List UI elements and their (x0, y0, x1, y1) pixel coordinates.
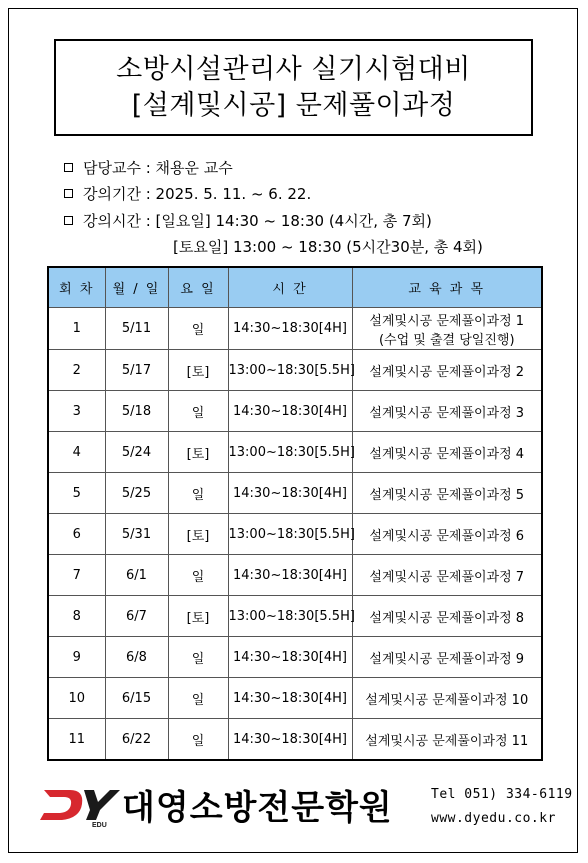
info-professor-text: 담당교수 : 채용운 교수 (83, 159, 233, 177)
cell-time (228, 391, 352, 432)
cell-day (168, 308, 228, 350)
cell-subject (352, 555, 542, 596)
cell-time (228, 473, 352, 514)
cell-time-text: 14:30~18:30[4H] (232, 403, 347, 419)
info-time-text: 강의시간 : [일요일] 14:30 ~ 18:30 (4시간, 총 7회) (83, 212, 432, 230)
cell-subject-text: 설계및시공 문제풀이과정 11 (365, 733, 529, 749)
cell-day-text: [토] (186, 528, 210, 544)
cell-day-text: 일 (191, 651, 205, 667)
cell-session (48, 555, 105, 596)
table-row (48, 514, 542, 555)
header-session: 회 차 (48, 267, 105, 308)
cell-session-text: 5 (72, 485, 81, 501)
cell-subject-text: 설계및시공 문제풀이과정 5 (369, 487, 525, 503)
cell-subject-text: 설계및시공 문제풀이과정 1 (369, 313, 525, 329)
cell-date (105, 678, 168, 719)
cell-subject (352, 637, 542, 678)
info-period-text: 강의기간 : 2025. 5. 11. ~ 6. 22. (83, 185, 312, 203)
cell-time (228, 555, 352, 596)
header-subject: 교 육 과 목 (352, 267, 542, 308)
cell-time (228, 678, 352, 719)
cell-time-text: 13:00~18:30[5.5H] (228, 362, 355, 378)
cell-date (105, 555, 168, 596)
cell-day-text: 일 (191, 569, 205, 585)
cell-time (228, 596, 355, 637)
header-date: 월 / 일 (105, 267, 168, 308)
cell-day (168, 637, 228, 678)
cell-time (228, 308, 352, 350)
cell-date-text: 6/7 (126, 608, 147, 624)
cell-subject (352, 308, 542, 350)
cell-subject-text: 설계및시공 문제풀이과정 2 (369, 364, 525, 380)
table-row (48, 555, 542, 596)
cell-subject-text: 설계및시공 문제풀이과정 3 (369, 405, 525, 421)
cell-day (168, 596, 228, 637)
title-line-1: 소방시설관리사 실기시험대비 (116, 53, 471, 85)
cell-date-text: 6/22 (121, 731, 152, 747)
cell-session-text: 2 (72, 362, 81, 378)
cell-day (168, 473, 228, 514)
info-professor (64, 157, 233, 178)
cell-subject (352, 514, 542, 555)
cell-session (48, 432, 105, 473)
cell-subject-text: 설계및시공 문제풀이과정 8 (369, 610, 525, 626)
cell-date (105, 391, 168, 432)
cell-time (228, 637, 352, 678)
cell-subject (352, 719, 542, 761)
cell-day-text: 일 (191, 323, 205, 338)
cell-date-text: 5/11 (121, 321, 152, 336)
cell-session (48, 514, 105, 555)
table-header-row (48, 267, 542, 308)
table-row (48, 473, 542, 514)
cell-time-text: 14:30~18:30[4H] (232, 485, 347, 501)
cell-session (48, 678, 105, 719)
cell-subject (352, 391, 542, 432)
cell-day-text: 일 (191, 405, 205, 421)
cell-date-text: 5/17 (121, 362, 152, 378)
table-row (48, 432, 542, 473)
cell-session-text: 8 (72, 608, 81, 624)
cell-session (48, 596, 105, 637)
cell-session-text: 7 (72, 567, 81, 583)
cell-day (168, 432, 228, 473)
cell-day-text: [토] (186, 446, 210, 462)
info-period (64, 183, 311, 204)
cell-date-text: 6/15 (121, 690, 152, 706)
cell-session (48, 350, 105, 391)
cell-date (105, 596, 168, 637)
cell-subject (352, 678, 542, 719)
table-row (48, 678, 542, 719)
cell-subject (352, 432, 542, 473)
cell-session-text: 1 (72, 321, 81, 336)
title-line-2: [설계및시공] 문제풀이과정 (131, 89, 456, 121)
cell-time-text: 13:00~18:30[5.5H] (228, 526, 355, 542)
logo-sub-text: EDU (92, 822, 107, 828)
cell-date-text: 5/25 (121, 485, 152, 501)
cell-subject (352, 473, 542, 514)
cell-date (105, 308, 168, 350)
cell-subject-text: 설계및시공 문제풀이과정 6 (369, 528, 525, 544)
cell-day-text: 일 (191, 487, 205, 503)
cell-session-text: 9 (72, 649, 81, 665)
cell-day-text: [토] (186, 610, 210, 626)
header-time: 시 간 (228, 267, 352, 308)
cell-date (105, 432, 168, 473)
cell-time-text: 14:30~18:30[4H] (232, 567, 347, 583)
cell-session (48, 637, 105, 678)
cell-day-text: [토] (186, 364, 210, 380)
cell-subject (352, 596, 542, 637)
checkbox-bullet-icon (64, 216, 73, 225)
header-day: 요 일 (168, 267, 228, 308)
cell-subject (352, 350, 542, 391)
cell-date-text: 6/8 (126, 649, 147, 665)
cell-time-text: 13:00~18:30[5.5H] (228, 608, 355, 624)
cell-session (48, 308, 105, 350)
cell-time (228, 514, 355, 555)
cell-date (105, 473, 168, 514)
logo-y-shape (84, 790, 120, 820)
cell-session-text: 10 (68, 690, 86, 706)
cell-subject-text: 설계및시공 문제풀이과정 9 (369, 651, 525, 667)
schedule-table (47, 266, 543, 761)
table-row (48, 391, 542, 432)
cell-session-text: 6 (72, 526, 81, 542)
checkbox-bullet-icon (64, 163, 73, 172)
cell-time-text: 14:30~18:30[4H] (232, 731, 347, 747)
cell-time (228, 719, 352, 761)
cell-day (168, 555, 228, 596)
cell-date (105, 637, 168, 678)
table-row (48, 596, 542, 637)
dy-logo-icon (40, 778, 120, 828)
cell-session-text: 4 (72, 444, 81, 460)
table-row (48, 350, 542, 391)
cell-subject-text: 설계및시공 문제풀이과정 10 (365, 692, 529, 708)
table-row (48, 308, 542, 350)
table-row (48, 637, 542, 678)
cell-date-text: 5/24 (121, 444, 152, 460)
cell-subject-note: (수업 및 출결 당일진행) (378, 332, 515, 348)
cell-subject-text: 설계및시공 문제풀이과정 4 (369, 446, 525, 462)
cell-session (48, 391, 105, 432)
cell-date-text: 6/1 (126, 567, 147, 583)
cell-time (228, 350, 355, 391)
cell-time-text: 14:30~18:30[4H] (232, 649, 347, 665)
cell-day (168, 514, 228, 555)
cell-day (168, 678, 228, 719)
academy-name: 대영소방전문학원 (122, 788, 393, 828)
logo-d-shape (40, 790, 82, 820)
cell-time (228, 432, 355, 473)
table-row (48, 719, 542, 761)
cell-day (168, 391, 228, 432)
footer-tel: Tel 051) 334-6119 (431, 787, 573, 802)
title-box (54, 39, 533, 136)
cell-session-text: 3 (72, 403, 81, 419)
info-time-line-2: [토요일] 13:00 ~ 18:30 (5시간30분, 총 4회) (173, 238, 483, 256)
cell-time-text: 14:30~18:30[4H] (232, 321, 347, 336)
cell-day (168, 719, 228, 761)
cell-session-text: 11 (68, 731, 86, 747)
cell-day (168, 350, 228, 391)
cell-day-text: 일 (191, 733, 205, 749)
cell-day-text: 일 (191, 692, 205, 708)
cell-subject-text: 설계및시공 문제풀이과정 7 (369, 569, 525, 585)
cell-session (48, 719, 105, 761)
cell-date-text: 5/18 (121, 403, 152, 419)
cell-time-text: 14:30~18:30[4H] (232, 690, 347, 706)
cell-date (105, 350, 168, 391)
cell-date (105, 514, 168, 555)
cell-session (48, 473, 105, 514)
footer-website[interactable]: www.dyedu.co.kr (431, 811, 556, 826)
cell-time-text: 13:00~18:30[5.5H] (228, 444, 355, 460)
info-time (64, 210, 432, 231)
cell-date (105, 719, 168, 761)
cell-date-text: 5/31 (121, 526, 152, 542)
checkbox-bullet-icon (64, 189, 73, 198)
